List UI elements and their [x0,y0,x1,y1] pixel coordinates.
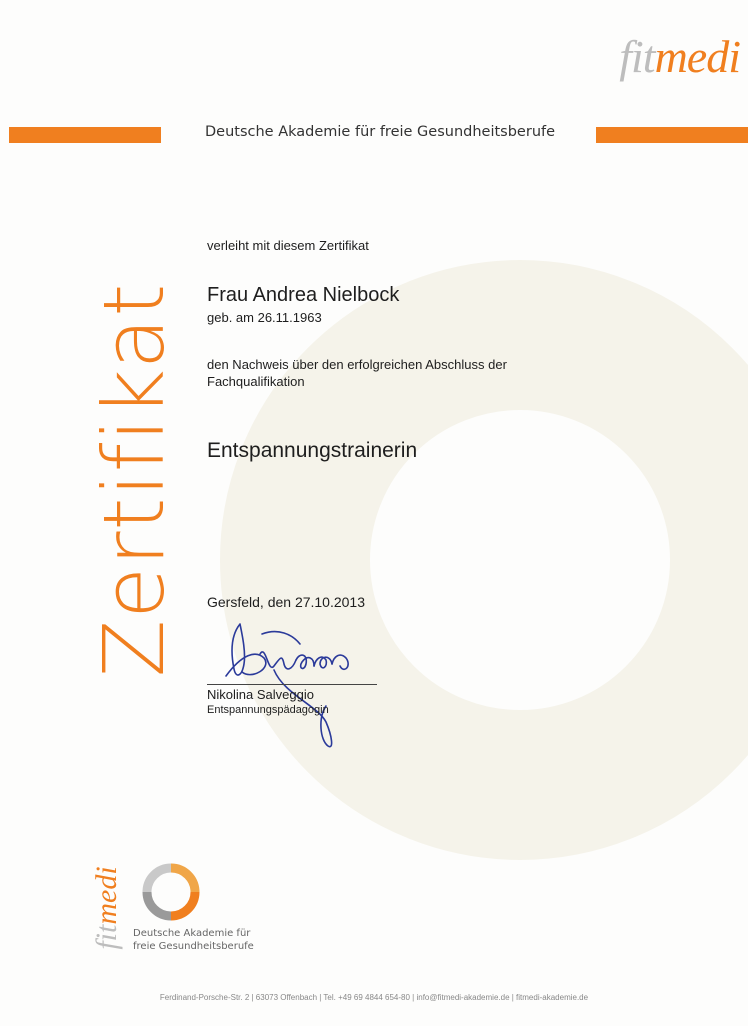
orange-bar-right [596,127,748,143]
birth-date: geb. am 26.11.1963 [207,310,322,325]
signer-role: Entspannungspädagogin [207,704,329,716]
bottom-logo-medi: medi [90,866,123,925]
bottom-vertical-logo [92,866,122,949]
certificate-title: Zertifikat [85,282,183,678]
academy-header: Deutsche Akademie für freie Gesundheitsberufe [205,124,556,140]
signature-line [207,684,377,685]
orange-bar-left [9,127,161,143]
bottom-brand-line1: Deutsche Akademie für [133,928,251,939]
top-brand-logo [619,31,740,82]
place-date: Gersfeld, den 27.10.2013 [207,594,366,610]
signer-name: Nikolina Salveggio [207,687,314,702]
top-logo-medi: medi [654,31,740,82]
bottom-brand-block [85,850,305,970]
qualification-title: Entspannungstrainerin [207,439,418,462]
bottom-brand-line2: freie Gesundheitsberufe [133,941,254,952]
intro-text: verleiht mit diesem Zertifikat [207,238,369,253]
bottom-ring-logo-icon [141,862,201,922]
footer-address: Ferdinand-Porsche-Str. 2 | 63073 Offenbach | Tel. +49 69 4844 654-80 | info@fitmedi-akademie.de | fitmedi-akademie.de [159,993,589,1002]
bottom-logo-fit: fit [90,924,123,950]
recipient-name: Frau Andrea Nielbock [207,284,400,306]
top-logo-fit: fit [619,31,655,82]
proof-text: den Nachweis über den erfolgreichen Abschluss der Fachqualifikation [207,357,507,389]
